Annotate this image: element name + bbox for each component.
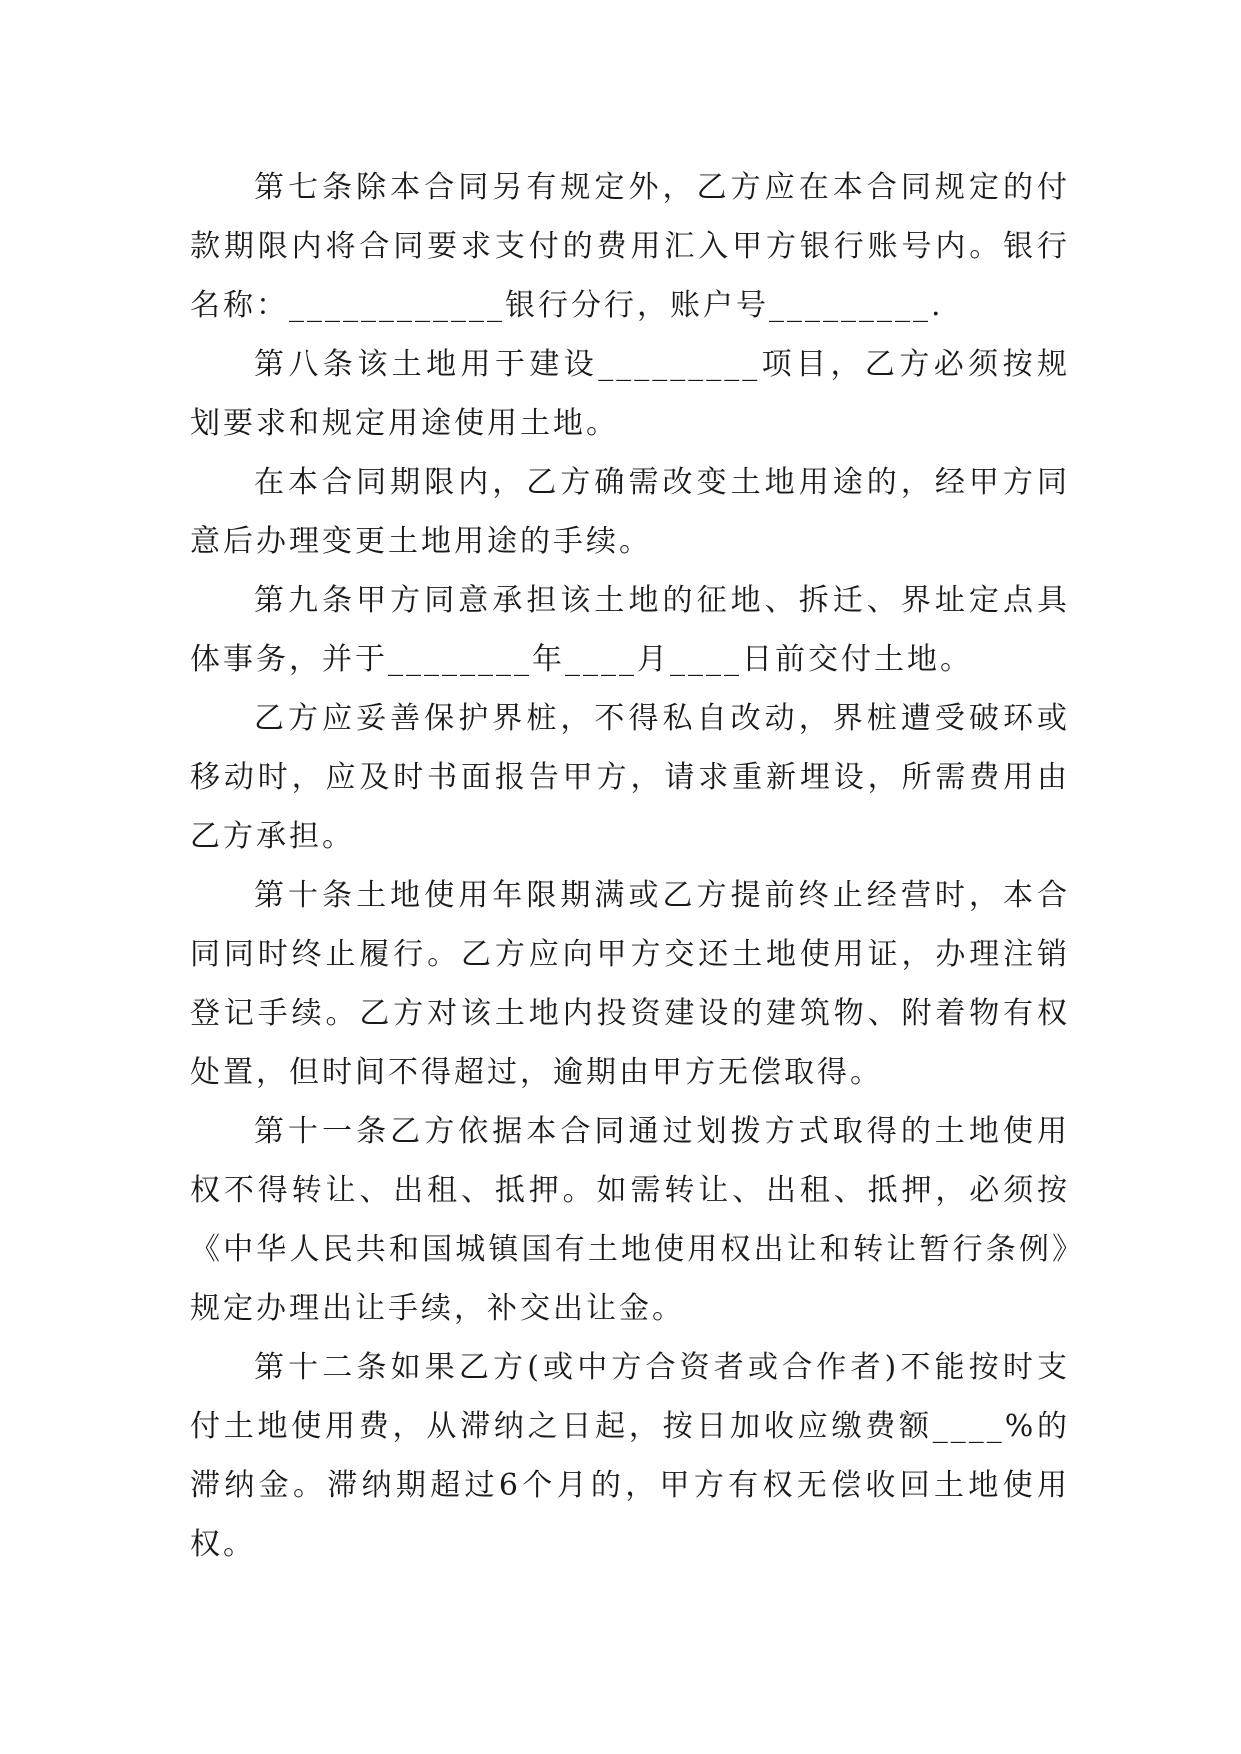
paragraph-article-8: 第八条该土地用于建设_________项目，乙方必须按规划要求和规定用途使用土地。 xyxy=(190,347,1070,441)
paragraph-land-use-change: 在本合同期限内，乙方确需改变土地用途的，经甲方同意后办理变更土地用途的手续。 xyxy=(190,465,1070,559)
paragraph-article-7: 第七条除本合同另有规定外，乙方应在本合同规定的付款期限内将合同要求支付的费用汇入甲方银行账号内。银行名称：____________银行分行，账户号_________. xyxy=(190,170,1070,323)
paragraph-article-10: 第十条土地使用年限期满或乙方提前终止经营时，本合同同时终止履行。乙方应向甲方交还土地使用证，办理注销登记手续。乙方对该土地内投资建设的建筑物、附着物有权处置，但时间不得超过，逾期由甲方无偿取得。 xyxy=(190,878,1070,1090)
paragraph-boundary-markers: 乙方应妥善保护界桩，不得私自改动，界桩遭受破环或移动时，应及时书面报告甲方，请求重新埋设，所需费用由乙方承担。 xyxy=(190,701,1070,854)
paragraph-article-11: 第十一条乙方依据本合同通过划拨方式取得的土地使用权不得转让、出租、抵押。如需转让、出租、抵押，必须按《中华人民共和国城镇国有土地使用权出让和转让暂行条例》规定办理出让手续，补交出让金。 xyxy=(190,1114,1070,1326)
contract-body xyxy=(190,158,1070,1574)
paragraph-article-12: 第十二条如果乙方(或中方合资者或合作者)不能按时支付土地使用费，从滞纳之日起，按日加收应缴费额____%的滞纳金。滞纳期超过6个月的，甲方有权无偿收回土地使用权。 xyxy=(190,1350,1070,1562)
paragraph-article-9: 第九条甲方同意承担该土地的征地、拆迁、界址定点具体事务，并于________年____月____日前交付土地。 xyxy=(190,583,1070,677)
